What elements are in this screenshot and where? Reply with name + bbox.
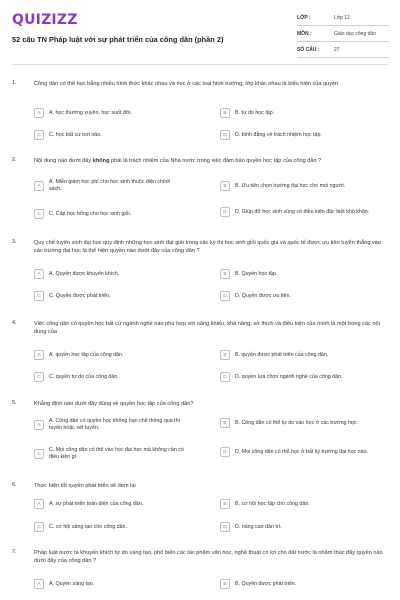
question-text xyxy=(34,320,388,336)
question-text-part: Thực hiện tốt quyền phát triển sẽ đem lại xyxy=(34,483,136,489)
option-text: B. quyền được phát triển của công dân. xyxy=(235,351,329,358)
meta-label: LỚP : xyxy=(297,14,311,21)
option-d[interactable] xyxy=(220,207,388,217)
option-b[interactable] xyxy=(220,418,388,428)
question-text-bold: không xyxy=(92,158,110,164)
meta-label: MÔN : xyxy=(297,30,312,37)
worksheet-header xyxy=(0,0,400,62)
option-a[interactable] xyxy=(34,418,204,432)
option-d[interactable] xyxy=(220,130,388,140)
option-text: A. Quyền được khuyến khích. xyxy=(49,270,120,277)
option-letter-badge: D xyxy=(220,522,230,532)
option-a[interactable] xyxy=(34,108,204,118)
option-b[interactable] xyxy=(220,181,388,191)
option-text: A. Công dân có quyền học không hạn chế thông qua thi tuyển hoặc xét tuyển. xyxy=(49,418,180,431)
option-text: D. Mọi công dân có thể học ở bất kỳ trường đại học nào. xyxy=(235,448,368,455)
question-text xyxy=(34,482,388,490)
option-letter-badge: A xyxy=(34,108,44,118)
question-text-part: Nội dung nào dưới đây xyxy=(34,158,93,164)
option-letter-badge: B xyxy=(220,499,230,509)
option-c[interactable] xyxy=(34,447,204,461)
option-d[interactable] xyxy=(220,372,388,382)
option-letter-badge: C xyxy=(34,209,44,219)
question-number: 2. xyxy=(12,157,17,163)
option-letter-badge: A xyxy=(34,350,44,360)
option-letter-badge: A xyxy=(34,420,44,430)
option-d[interactable] xyxy=(220,447,388,457)
meta-label: SỐ CÂU : xyxy=(297,46,320,53)
option-b[interactable] xyxy=(220,579,388,589)
option-a[interactable] xyxy=(34,499,204,509)
question-text xyxy=(34,80,388,88)
option-text: D. bình đẳng về trách nhiệm học tập. xyxy=(235,131,322,138)
option-c[interactable] xyxy=(34,372,204,382)
question-text-part: Công dân có thể học bằng nhiều hình thức khác nhau và học ở các loại hình trường, lớp khác nhau là biểu hiện của quyền xyxy=(34,81,339,87)
meta-row-class xyxy=(297,10,389,26)
meta-row-count xyxy=(297,42,389,58)
question-number: 3. xyxy=(12,239,17,245)
question-number: 6. xyxy=(12,482,17,488)
option-letter-badge: D xyxy=(220,130,230,140)
option-d[interactable] xyxy=(220,291,388,301)
option-letter-badge: D xyxy=(220,372,230,382)
option-c[interactable] xyxy=(34,209,204,219)
option-letter-badge: B xyxy=(220,181,230,191)
option-text: B. Quyền được phát triển. xyxy=(235,580,297,587)
option-letter-badge: B xyxy=(220,579,230,589)
option-text: C. Cấp học bổng cho học sinh giỏi. xyxy=(49,210,132,217)
question-number: 1. xyxy=(12,80,17,86)
question-number: 7. xyxy=(12,549,17,555)
question-text xyxy=(34,157,388,165)
option-text: A. quyền học tập của công dân. xyxy=(49,351,124,358)
option-letter-badge: A xyxy=(34,269,44,279)
option-letter-badge: C xyxy=(34,522,44,532)
option-text: A. Miễn giảm học phí cho học sinh thuộc diện chính sách. xyxy=(49,179,171,192)
option-c[interactable] xyxy=(34,291,204,301)
meta-value: 27 xyxy=(334,46,340,53)
option-text: B. Quyền học tập. xyxy=(235,270,278,277)
option-b[interactable] xyxy=(220,269,388,279)
option-text: A. Quyền sáng tạo. xyxy=(49,580,95,587)
option-text: B. Ưu tiên chọn trường đại học cho mọi người. xyxy=(235,182,346,189)
option-a[interactable] xyxy=(34,179,204,193)
option-b[interactable] xyxy=(220,108,388,118)
quizizz-logo: QUIZIZZ xyxy=(12,12,78,28)
option-letter-badge: A xyxy=(34,579,44,589)
option-b[interactable] xyxy=(220,499,388,509)
option-c[interactable] xyxy=(34,522,204,532)
option-c[interactable] xyxy=(34,130,204,140)
option-letter-badge: D xyxy=(220,291,230,301)
option-letter-badge: D xyxy=(220,207,230,217)
question-text xyxy=(34,549,388,565)
option-letter-badge: B xyxy=(220,350,230,360)
option-text: D. Quyền được ưu tiên. xyxy=(235,292,291,299)
option-letter-badge: D xyxy=(220,447,230,457)
option-text: B. Công dân có thể tự do vào học ở các trường học. xyxy=(235,419,358,426)
option-text: D. năng cao dân trí. xyxy=(235,523,282,530)
meta-value: Giáo dục công dân xyxy=(334,30,376,37)
meta-row-subject xyxy=(297,26,389,42)
option-letter-badge: B xyxy=(220,269,230,279)
question-number: 4. xyxy=(12,320,17,326)
option-letter-badge: B xyxy=(220,108,230,118)
question-text-part: Việc công dân có quyền học bất cứ ngành nghề nào phù hợp với năng khiếu, khả năng, sở thích và điều kiện của mình là một trong các nội dung của xyxy=(34,321,380,335)
option-letter-badge: A xyxy=(34,499,44,509)
option-b[interactable] xyxy=(220,350,388,360)
option-letter-badge: B xyxy=(220,418,230,428)
question-text xyxy=(34,239,388,255)
option-text: D. Giúp đỡ học sinh vùng có điều kiện đặc biệt khó khăn. xyxy=(235,208,370,215)
option-text: B. tự do học tập. xyxy=(235,109,275,116)
option-text: A. học thường xuyên, học suốt đời. xyxy=(49,109,132,116)
option-letter-badge: C xyxy=(34,449,44,459)
option-text: A. sự phát triển toàn diện của công dân. xyxy=(49,500,144,507)
option-d[interactable] xyxy=(220,522,388,532)
option-text: C. cơ hội sáng tạo cho công dân. xyxy=(49,523,127,530)
option-text: C. Mọi công dân có thể vào học đại học mà không cần có điều kiện gì. xyxy=(49,447,184,460)
option-a[interactable] xyxy=(34,579,204,589)
question-text-part: phải là trách nhiệm của Nhà nước trong việc đảm bảo quyền học tập của công dân ? xyxy=(109,158,322,164)
question-number: 5. xyxy=(12,400,17,406)
option-text: C. quyền tự do của công dân. xyxy=(49,373,119,380)
worksheet-title: 52 câu TN Pháp luật với sự phát triển của công dân (phần 2) xyxy=(12,35,224,44)
option-letter-badge: A xyxy=(34,181,44,191)
option-letter-badge: C xyxy=(34,291,44,301)
question-text xyxy=(34,400,388,408)
meta-value: Lớp 12 xyxy=(334,14,350,21)
question-text-part: Khẳng định nào dưới đây đúng về quyền học tập của công dân? xyxy=(34,401,194,407)
option-text: D. quyền lựa chọn ngành nghề của công dân. xyxy=(235,373,343,380)
header-divider xyxy=(12,64,388,65)
option-letter-badge: C xyxy=(34,130,44,140)
option-text: C. Quyền được phát triển. xyxy=(49,292,111,299)
option-text: C. học bất cứ nơi nào. xyxy=(49,131,102,138)
option-a[interactable] xyxy=(34,269,204,279)
option-a[interactable] xyxy=(34,350,204,360)
question-text-part: Quy chế tuyển sinh đại học quy định những học sinh đạt giải trong các kỳ thi học sinh giỏi quốc gia và quốc tế được ưu tiên tuyển thẳng vào các trường đại học là thể hiện quyền nào dưới đây của công dân ? xyxy=(34,240,382,254)
option-letter-badge: C xyxy=(34,372,44,382)
question-text-part: Pháp luật nước ta khuyến khích tự do sáng tạo, phổ biến các tác phẩm văn học, nghệ thuật có lợi cho đất nước là nhằm thúc đẩy quyền nào dưới đây của công dân ? xyxy=(34,550,383,564)
worksheet-meta xyxy=(297,10,389,58)
option-text: B. cơ hội học tập cho công dân. xyxy=(235,500,310,507)
